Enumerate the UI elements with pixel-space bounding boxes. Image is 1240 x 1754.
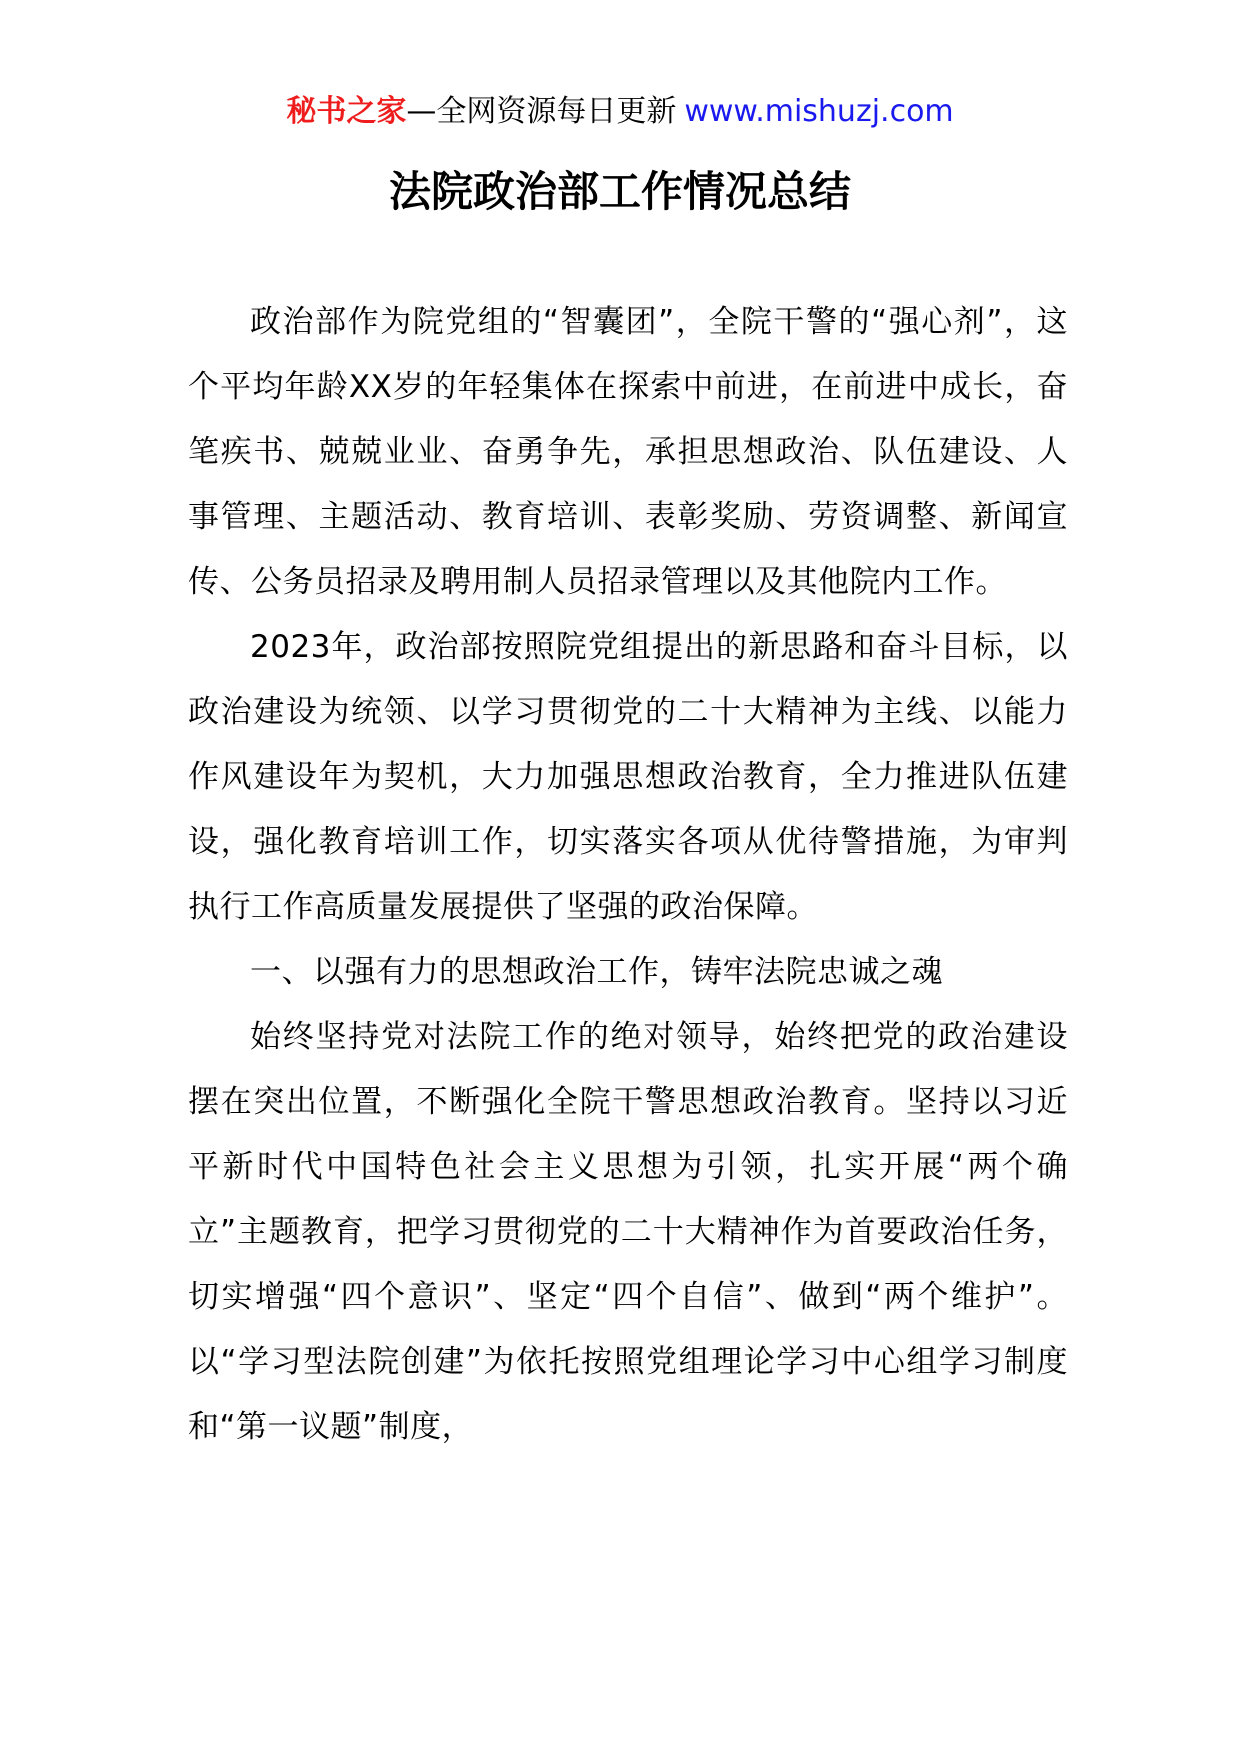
paragraph-intro: 政治部作为院党组的“智囊团”，全院干警的“强心剂”，这个平均年龄XX岁的年轻集体在探索中前进，在前进中成长，奋笔疾书、兢兢业业、奋勇争先，承担思想政治、队伍建设、人事管理、主题活动、教育培训、表彰奖励、劳资调整、新闻宣传、公务员招录及聘用制人员招录管理以及其他院内工作。: [188, 304, 1068, 600]
paragraph-2023-overview: 2023年，政治部按照院党组提出的新思路和奋斗目标，以政治建设为统领、以学习贯彻党的二十大精神为主线、以能力作风建设年为契机，大力加强思想政治教育，全力推进队伍建设，强化教育培训工作，切实落实各项从优待警措施，为审判执行工作高质量发展提供了坚强的政治保障。: [188, 629, 1068, 925]
site-brand: 秘书之家: [286, 94, 407, 129]
site-banner: [0, 92, 1240, 132]
document-body: [188, 290, 1068, 1460]
section-heading-1: 一、以强有力的思想政治工作，铸牢法院忠诚之魂: [250, 954, 943, 990]
site-url-link[interactable]: www.mishuzj.com: [684, 94, 954, 129]
document-title: 法院政治部工作情况总结: [388, 167, 851, 216]
paragraph-section-1: 始终坚持党对法院工作的绝对领导，始终把党的政治建设摆在突出位置，不断强化全院干警思想政治教育。坚持以习近平新时代中国特色社会主义思想为引领，扎实开展“两个确立”主题教育，把学习贯彻党的二十大精神作为首要政治任务，切实增强“四个意识”、坚定“四个自信”、做到“两个维护”。以“学习型法院创建”为依托按照党组理论学习中心组学习制度和“第一议题”制度，: [188, 1019, 1068, 1445]
site-tagline: —全网资源每日更新: [406, 94, 677, 129]
